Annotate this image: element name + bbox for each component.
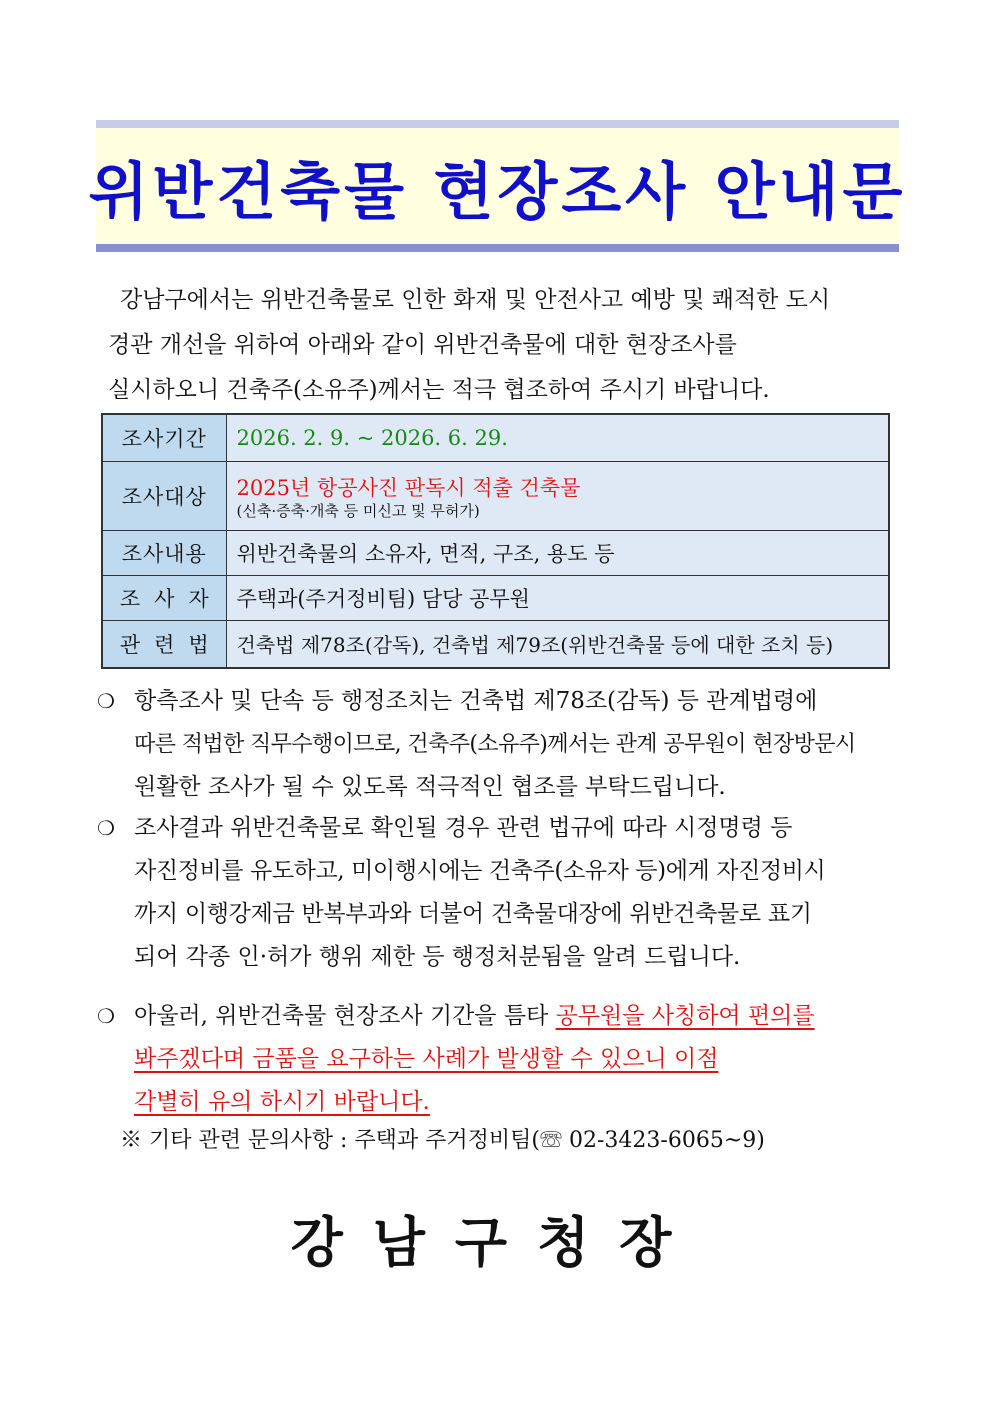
notice-paragraph-3 bbox=[97, 995, 900, 1124]
content-label: 조사내용 bbox=[102, 530, 226, 575]
paragraph-line: 되어 각종 인·허가 행위 제한 등 행정처분됨을 알려 드립니다. bbox=[134, 944, 741, 970]
paragraph-line: 자진정비를 유도하고, 미이행시에는 건축주(소유자 등)에게 자진정비시 bbox=[134, 858, 826, 884]
paragraph-line: 조사결과 위반건축물로 확인될 경우 관련 법규에 따라 시정명령 등 bbox=[134, 815, 793, 841]
warning-text: 봐주겠다며 금품을 요구하는 사례가 발생할 수 있으니 이점 bbox=[134, 1046, 719, 1072]
intro-line: 실시하오니 건축주(소유주)께서는 적극 협조하여 주시기 바랍니다. bbox=[108, 377, 770, 403]
warning-text: 각별히 유의 하시기 바랍니다. bbox=[134, 1089, 430, 1115]
intro-line: 경관 개선을 위하여 아래와 같이 위반건축물에 대한 현장조사를 bbox=[108, 332, 737, 358]
intro-paragraph bbox=[108, 278, 900, 413]
period-value: 2026. 2. 9. ~ 2026. 6. 29. bbox=[226, 414, 889, 461]
survey-info-table bbox=[101, 413, 890, 669]
investigator-label-cell bbox=[102, 575, 226, 620]
bullet-icon: ❍ bbox=[97, 1004, 115, 1028]
investigator-label: 조사자 bbox=[119, 586, 223, 611]
paragraph-line: 원활한 조사가 될 수 있도록 적극적인 협조를 부탁드립니다. bbox=[134, 774, 726, 800]
target-value: 2025년 항공사진 판독시 적출 건축물 bbox=[236, 475, 581, 500]
table-row bbox=[102, 620, 889, 668]
table-row bbox=[102, 461, 889, 530]
paragraph-line: 항측조사 및 단속 등 행정조치는 건축법 제78조(감독) 등 관계법령에 bbox=[134, 688, 818, 714]
target-label: 조사대상 bbox=[102, 461, 226, 530]
signature: 강남구청장 bbox=[290, 1211, 702, 1274]
warning-text: 공무원을 사칭하여 편의를 bbox=[555, 1003, 815, 1029]
title-banner bbox=[88, 120, 907, 252]
bullet-icon: ❍ bbox=[97, 816, 115, 840]
target-sub: (신축·증축·개축 등 미신고 및 무허가) bbox=[236, 501, 480, 520]
table-row bbox=[102, 530, 889, 575]
contact-note: ※ 기타 관련 문의사항 : 주택과 주거정비팀(☏ 02-3423-6065~9) bbox=[120, 1128, 765, 1153]
table-row bbox=[102, 414, 889, 461]
law-label-cell bbox=[102, 620, 226, 668]
content-value: 위반건축물의 소유자, 면적, 구조, 용도 등 bbox=[226, 530, 889, 575]
intro-line: 강남구에서는 위반건축물로 인한 화재 및 안전사고 예방 및 쾌적한 도시 bbox=[120, 287, 831, 313]
notice-paragraph-2 bbox=[97, 807, 900, 979]
period-label: 조사기간 bbox=[102, 414, 226, 461]
paragraph-line: 따른 적법한 직무수행이므로, 건축주(소유주)께서는 관계 공무원이 현장방문시 bbox=[134, 732, 856, 757]
target-cell bbox=[226, 461, 889, 530]
page-title: 위반건축물 현장조사 안내문 bbox=[88, 154, 907, 228]
bullet-icon: ❍ bbox=[97, 689, 115, 713]
law-label: 관련법 bbox=[119, 632, 223, 657]
law-value: 건축법 제78조(감독), 건축법 제79조(위반건축물 등에 대한 조치 등) bbox=[226, 620, 889, 668]
table-row bbox=[102, 575, 889, 620]
paragraph-plain-text: 아울러, 위반건축물 현장조사 기간을 틈타 bbox=[134, 1003, 556, 1029]
investigator-value: 주택과(주거정비팀) 담당 공무원 bbox=[226, 575, 889, 620]
paragraph-line: 까지 이행강제금 반복부과와 더불어 건축물대장에 위반건축물로 표기 bbox=[134, 901, 812, 927]
paragraph-line bbox=[134, 995, 900, 1038]
notice-paragraph-1 bbox=[97, 680, 900, 809]
